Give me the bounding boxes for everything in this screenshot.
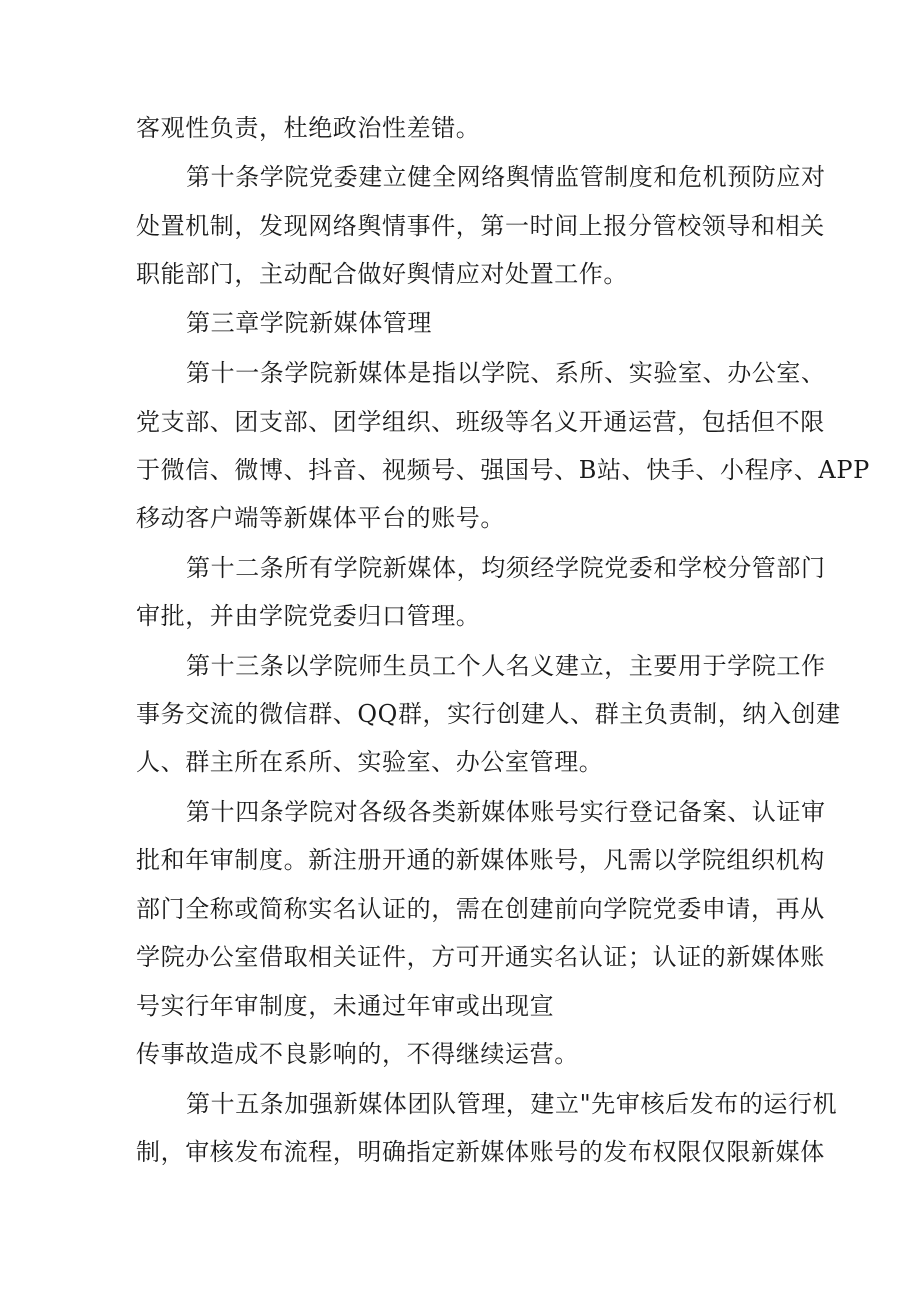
text-line: 事务交流的微信群、QQ群，实行创建人、群主负责制，纳入创建 (136, 700, 841, 728)
text-line: 制，审核发布流程，明确指定新媒体账号的发布权限仅限新媒体 (136, 1138, 825, 1166)
chapter-heading: 第三章学院新媒体管理 (186, 309, 432, 337)
text-line: 部门全称或简称实名认证的，需在创建前向学院党委申请，再从 (136, 895, 825, 923)
text-line: 于微信、微博、抖音、视频号、强国号、B站、快手、小程序、APP (136, 456, 870, 484)
text-line: 党支部、团支部、团学组织、班级等名义开通运营，包括但不限 (136, 408, 825, 436)
text-line: 学院办公室借取相关证件，方可开通实名认证；认证的新媒体账 (136, 943, 825, 971)
text-line: 审批，并由学院党委归口管理。 (136, 602, 481, 630)
text-line: 职能部门，主动配合做好舆情应对处置工作。 (136, 260, 628, 288)
text-line: 第十二条所有学院新媒体，均须经学院党委和学校分管部门 (186, 554, 826, 582)
text-line: 传事故造成不良影响的，不得继续运营。 (136, 1040, 579, 1068)
text-line: 第十一条学院新媒体是指以学院、系所、实验室、办公室、 (186, 359, 826, 387)
text-line: 批和年审制度。新注册开通的新媒体账号，凡需以学院组织机构 (136, 846, 825, 874)
text-line: 号实行年审制度，未通过年审或出现宣 (136, 992, 555, 1020)
text-line: 第十五条加强新媒体团队管理，建立"先审核后发布的运行机 (186, 1090, 838, 1118)
text-line: 客观性负责，杜绝政治性差错。 (136, 114, 481, 142)
text-line: 人、群主所在系所、实验室、办公室管理。 (136, 748, 604, 776)
text-line: 处置机制，发现网络舆情事件，第一时间上报分管校领导和相关 (136, 212, 825, 240)
text-line: 移动客户端等新媒体平台的账号。 (136, 504, 505, 532)
text-line: 第十三条以学院师生员工个人名义建立，主要用于学院工作 (186, 652, 826, 680)
text-line: 第十四条学院对各级各类新媒体账号实行登记备案、认证审 (186, 798, 826, 826)
text-line: 第十条学院党委建立健全网络舆情监管制度和危机预防应对 (186, 163, 826, 191)
